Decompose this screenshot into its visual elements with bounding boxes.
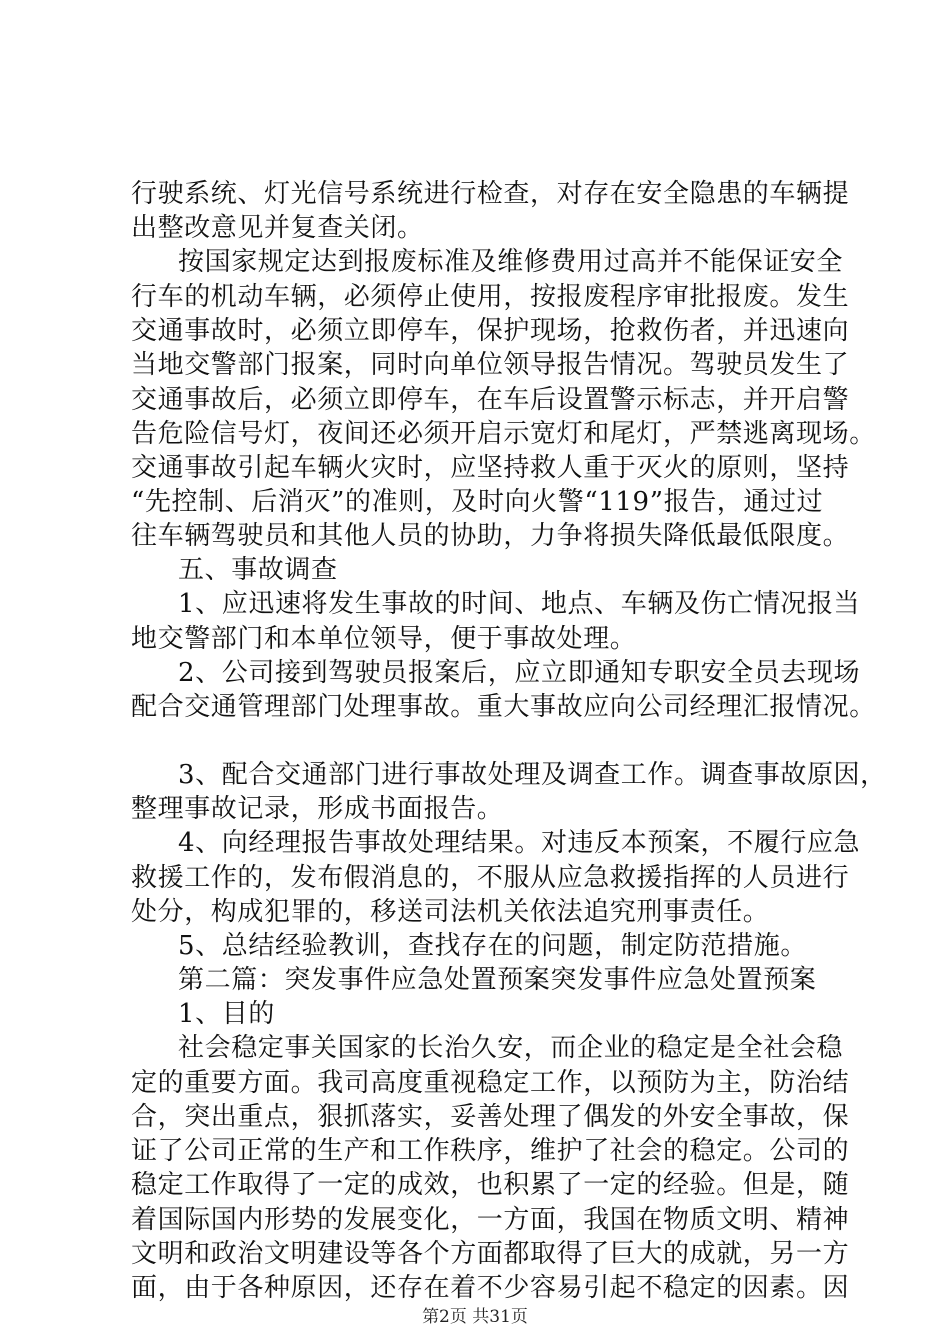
body-text-line: 按国家规定达到报废标准及维修费用过高并不能保证安全 bbox=[178, 247, 844, 277]
list-item-line: 5、总结经验教训，查找存在的问题，制定防范措施。 bbox=[178, 931, 807, 961]
body-text-line: 出整改意见并复查关闭。 bbox=[131, 213, 424, 243]
page-number-footer: 第2页 共31页 bbox=[422, 1307, 528, 1327]
body-text-line: 往车辆驾驶员和其他人员的协助，力争将损失降低最低限度。 bbox=[131, 521, 850, 551]
body-text-line: 证了公司正常的生产和工作秩序，维护了社会的稳定。公司的 bbox=[131, 1136, 850, 1166]
body-text-line: 定的重要方面。我司高度重视稳定工作，以预防为主，防治结 bbox=[131, 1068, 850, 1098]
body-text-line: 着国际国内形势的发展变化，一方面，我国在物质文明、精神 bbox=[131, 1205, 850, 1235]
list-item-line: 3、配合交通部门进行事故处理及调查工作。调查事故原因， bbox=[178, 760, 887, 790]
body-text-line: 交通事故时，必须立即停车，保护现场，抢救伤者，并迅速向 bbox=[131, 316, 850, 346]
body-text-line: “先控制、后消灭”的准则，及时向火警“119”报告，通过过 bbox=[131, 487, 824, 517]
section-heading: 五、事故调查 bbox=[178, 555, 338, 585]
body-text-line: 行车的机动车辆，必须停止使用，按报废程序审批报废。发生 bbox=[131, 282, 850, 312]
list-item-line: 4、向经理报告事故处理结果。对违反本预案，不履行应急 bbox=[178, 828, 861, 858]
subsection-heading: 1、目的 bbox=[178, 999, 275, 1029]
section-heading: 第二篇：突发事件应急处置预案突发事件应急处置预案 bbox=[178, 965, 817, 995]
body-text-line: 交通事故引起车辆火灾时，应坚持救人重于灭火的原则，坚持 bbox=[131, 453, 850, 483]
body-text-line: 地交警部门和本单位领导，便于事故处理。 bbox=[131, 624, 637, 654]
body-text-line: 文明和政治文明建设等各个方面都取得了巨大的成就，另一方 bbox=[131, 1239, 850, 1269]
body-text-line: 配合交通管理部门处理事故。重大事故应向公司经理汇报情况。 bbox=[131, 692, 876, 722]
body-text-line: 面，由于各种原因，还存在着不少容易引起不稳定的因素。因 bbox=[131, 1273, 850, 1303]
body-text-line: 告危险信号灯，夜间还必须开启示宽灯和尾灯，严禁逃离现场。 bbox=[131, 419, 876, 449]
body-text-line: 救援工作的，发布假消息的，不服从应急救援指挥的人员进行 bbox=[131, 863, 850, 893]
list-item-line: 2、公司接到驾驶员报案后，应立即通知专职安全员去现场 bbox=[178, 658, 861, 688]
body-text-line: 行驶系统、灯光信号系统进行检查，对存在安全隐患的车辆提 bbox=[131, 179, 850, 209]
body-text-line: 整理事故记录，形成书面报告。 bbox=[131, 794, 504, 824]
body-text-line: 社会稳定事关国家的长治久安，而企业的稳定是全社会稳 bbox=[178, 1033, 844, 1063]
body-text-line: 稳定工作取得了一定的成效，也积累了一定的经验。但是，随 bbox=[131, 1170, 850, 1200]
body-text-line: 交通事故后，必须立即停车，在车后设置警示标志，并开启警 bbox=[131, 385, 850, 415]
body-text-line: 当地交警部门报案，同时向单位领导报告情况。驾驶员发生了 bbox=[131, 350, 850, 380]
body-text-line: 处分，构成犯罪的，移送司法机关依法追究刑事责任。 bbox=[131, 897, 770, 927]
body-text-line: 合，突出重点，狠抓落实，妥善处理了偶发的外安全事故，保 bbox=[131, 1102, 850, 1132]
list-item-line: 1、应迅速将发生事故的时间、地点、车辆及伤亡情况报当 bbox=[178, 589, 861, 619]
